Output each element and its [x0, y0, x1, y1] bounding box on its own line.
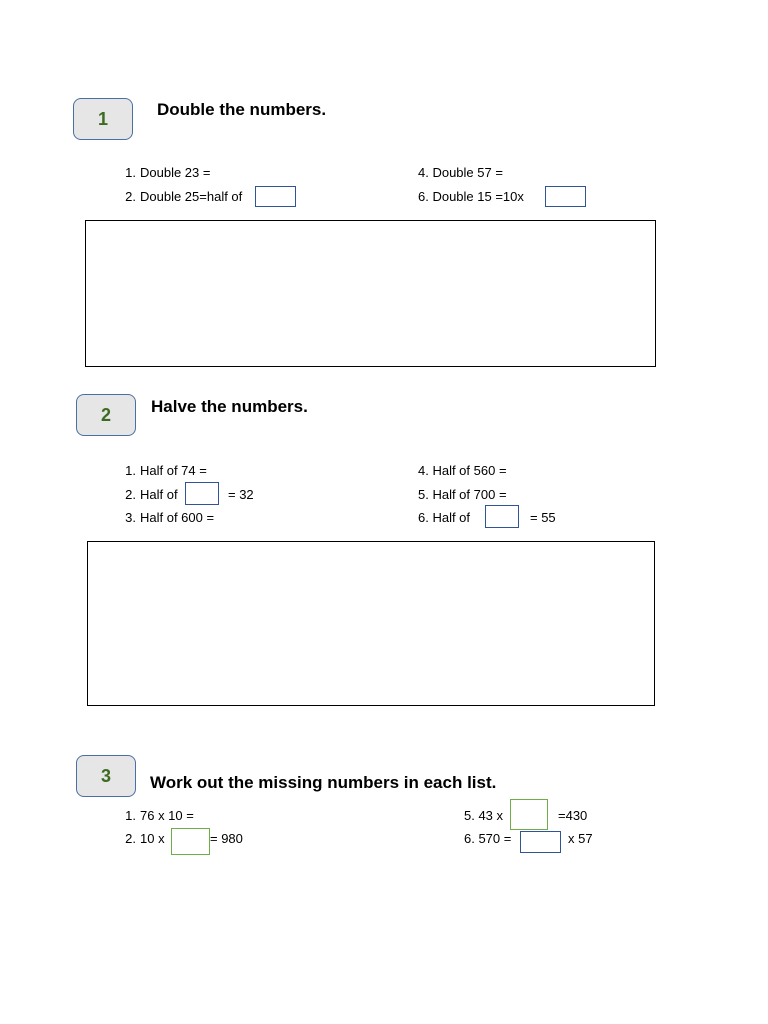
question-text: 4. Double 57 =: [418, 165, 503, 180]
question-text: 5. 43 x: [464, 808, 504, 823]
question-3-5-result: =430: [558, 808, 588, 823]
question-2-5: [418, 487, 507, 503]
question-text: 6. 570 =: [464, 831, 512, 846]
working-out-box-2[interactable]: [87, 541, 655, 706]
answer-box-3-6[interactable]: [520, 831, 561, 853]
question-text: Double 25=half of: [140, 189, 243, 204]
answer-box-3-2[interactable]: [171, 828, 210, 855]
answer-box-1-6[interactable]: [545, 186, 586, 207]
section-3-heading: Work out the missing numbers in each list.: [150, 773, 497, 792]
question-text: 6. Half of: [418, 510, 471, 525]
question-3-2-result: = 980: [210, 831, 243, 846]
question-2-4: [418, 463, 507, 479]
working-out-box-1[interactable]: [85, 220, 656, 367]
answer-box-2-6[interactable]: [485, 505, 519, 528]
question-3-2: [125, 831, 165, 847]
question-2-6: [418, 510, 470, 526]
question-2-1: [125, 463, 207, 479]
question-text: Half of 74 =: [140, 463, 207, 478]
question-text: 6. Double 15 =10x: [418, 189, 524, 204]
question-number: 1.: [125, 808, 136, 823]
question-text: 76 x 10 =: [140, 808, 194, 823]
question-number: 2.: [125, 487, 136, 502]
question-3-6-result: x 57: [568, 831, 593, 846]
section-3-number-badge: 3: [76, 755, 136, 797]
question-text: Double 23 =: [140, 165, 211, 180]
question-number: 3.: [125, 510, 136, 525]
question-number: 1.: [125, 165, 136, 180]
answer-box-2-2[interactable]: [185, 482, 219, 505]
question-text: 5. Half of 700 =: [418, 487, 507, 502]
question-1-2: [125, 189, 243, 205]
question-text: Half of: [140, 487, 178, 502]
question-1-4: [418, 165, 503, 181]
section-2-heading: Halve the numbers.: [151, 397, 308, 416]
question-number: 1.: [125, 463, 136, 478]
answer-box-3-5[interactable]: [510, 799, 548, 830]
question-1-6: [418, 189, 524, 205]
section-1-number-badge: 1: [73, 98, 133, 140]
answer-box-1-2[interactable]: [255, 186, 296, 207]
question-text: 4. Half of 560 =: [418, 463, 507, 478]
question-text: Half of 600 =: [140, 510, 215, 525]
section-1-heading: Double the numbers.: [157, 100, 327, 119]
question-number: 2.: [125, 831, 136, 846]
question-3-6: [464, 831, 511, 847]
question-3-5: [464, 808, 503, 824]
question-2-3: [125, 510, 215, 526]
question-text: 10 x: [140, 831, 165, 846]
question-2-6-result: = 55: [530, 510, 556, 525]
question-2-2-result: = 32: [228, 487, 254, 502]
question-2-2: [125, 487, 178, 503]
question-number: 2.: [125, 189, 136, 204]
section-2-number-badge: 2: [76, 394, 136, 436]
question-3-1: [125, 808, 194, 824]
question-1-1: [125, 165, 211, 181]
